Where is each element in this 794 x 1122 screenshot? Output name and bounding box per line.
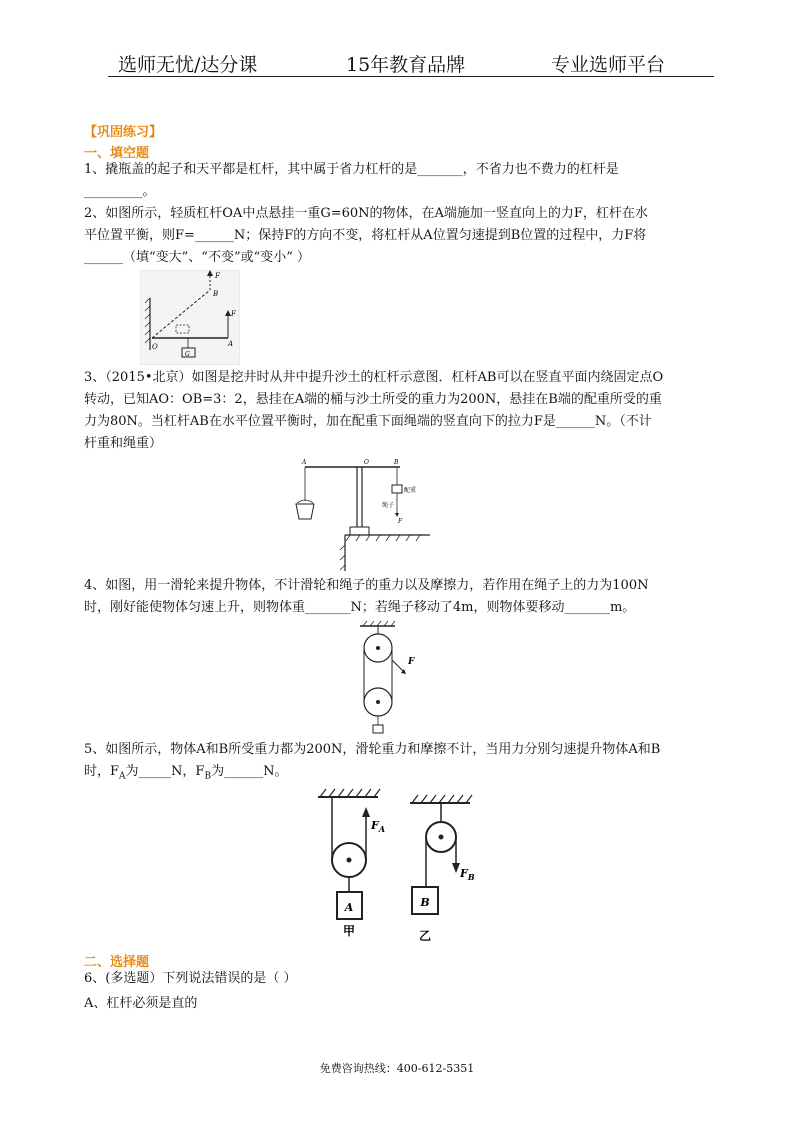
question-1-line-2: _________。 bbox=[84, 184, 156, 199]
pulley-pair-figure-q5 bbox=[310, 785, 485, 945]
question-2-line-2: 平位置平衡，则F=______N；保持F的方向不变，将杠杆从A位置匀速提到B位置的过程中，力F将 bbox=[84, 228, 647, 243]
q2-fig-label-B: B bbox=[213, 290, 219, 298]
question-4-line-1: 4、如图，用一滑轮来提升物体，不计滑轮和绳子的重力以及摩擦力，若作用在绳子上的力为100N bbox=[84, 578, 649, 593]
question-3-line-3: 力为80N。当杠杆AB在水平位置平衡时，加在配重下面绳端的竖直向下的拉力F是______N。（不计 bbox=[84, 414, 652, 429]
question-3-line-2: 转动，已知AO：OB=3：2，悬挂在A端的桶与沙土所受的重力为200N，悬挂在B端的配重所受的重 bbox=[84, 392, 662, 407]
q3-fig-label-O: O bbox=[364, 459, 369, 466]
question-6-line-1: 6、(多选题）下列说法错误的是（ ） bbox=[84, 971, 297, 986]
q5-fig-label-FA: $F_A$ bbox=[371, 819, 386, 834]
q2-fig-label-G: G bbox=[185, 351, 190, 358]
header-slogan: 15年教育品牌 bbox=[346, 54, 466, 76]
q5-fig-label-FB: $F_B$ bbox=[460, 867, 475, 882]
q5-fig-box-A: A bbox=[344, 901, 354, 914]
well-lever-figure-q3 bbox=[290, 455, 440, 573]
question-5-line-1: 5、如图所示，物体A和B所受重力都为200N，滑轮重力和摩擦不计，当用力分别匀速提升物体A和B bbox=[84, 742, 661, 757]
question-6-option-A: A、杠杆必须是直的 bbox=[84, 996, 198, 1011]
q5-fig-box-B: B bbox=[420, 896, 430, 909]
question-5-line-2: 时，$F_A$为_____N，$F_B$为______N。 bbox=[84, 764, 288, 782]
question-4-line-2: 时，刚好能使物体匀速上升，则物体重_______N；若绳子移动了4m，则物体要移动_______m。 bbox=[84, 600, 636, 615]
practice-title: 【巩固练习】 bbox=[84, 125, 163, 140]
section-choice-title: 二、选择题 bbox=[84, 955, 150, 970]
header-brand: 选师无忧/达分课 bbox=[118, 54, 258, 76]
q2-fig-label-A: A bbox=[228, 340, 234, 348]
question-3-line-1: 3、（2015•北京）如图是挖井时从井中提升沙土的杠杆示意图．杠杆AB可以在竖直平面内绕固定点O bbox=[84, 370, 664, 385]
q2-fig-label-F-right: F bbox=[231, 310, 236, 318]
q3-fig-label-B: B bbox=[394, 459, 399, 466]
question-3-line-4: 杆重和绳重） bbox=[84, 436, 163, 451]
footer-hotline: 免费咨询热线：400-612-5351 bbox=[319, 1062, 475, 1075]
q4-fig-label-F: F bbox=[408, 657, 415, 667]
question-2-line-3: ______（填“变大”、“不变”或“变小” ） bbox=[84, 250, 311, 265]
lever-figure-q2 bbox=[140, 270, 240, 365]
header-platform: 专业选师平台 bbox=[551, 54, 666, 76]
section-fill-blank-title: 一、填空题 bbox=[84, 146, 150, 161]
question-1-line-1: 1、撬瓶盖的起子和天平都是杠杆，其中属于省力杠杆的是_______，不省力也不费力的杠杆是 bbox=[84, 162, 619, 177]
q3-fig-label-F: F bbox=[398, 518, 403, 525]
q3-fig-label-rope: 绳子 bbox=[382, 502, 395, 509]
q2-fig-label-F-top: F bbox=[215, 272, 220, 280]
q3-fig-label-A: A bbox=[302, 459, 307, 466]
pulley-figure-q4 bbox=[355, 620, 425, 735]
q5-fig-label-yi: 乙 bbox=[418, 929, 432, 943]
question-2-line-1: 2、如图所示，轻质杠杆OA中点悬挂一重G=60N的物体，在A端施加一竖直向上的力F，杠杆在水 bbox=[84, 206, 648, 221]
q3-fig-label-weight: 配重 bbox=[404, 487, 417, 494]
q2-fig-label-O: O bbox=[152, 343, 158, 351]
page-header bbox=[108, 48, 714, 77]
q5-fig-label-jia: 甲 bbox=[342, 924, 356, 938]
